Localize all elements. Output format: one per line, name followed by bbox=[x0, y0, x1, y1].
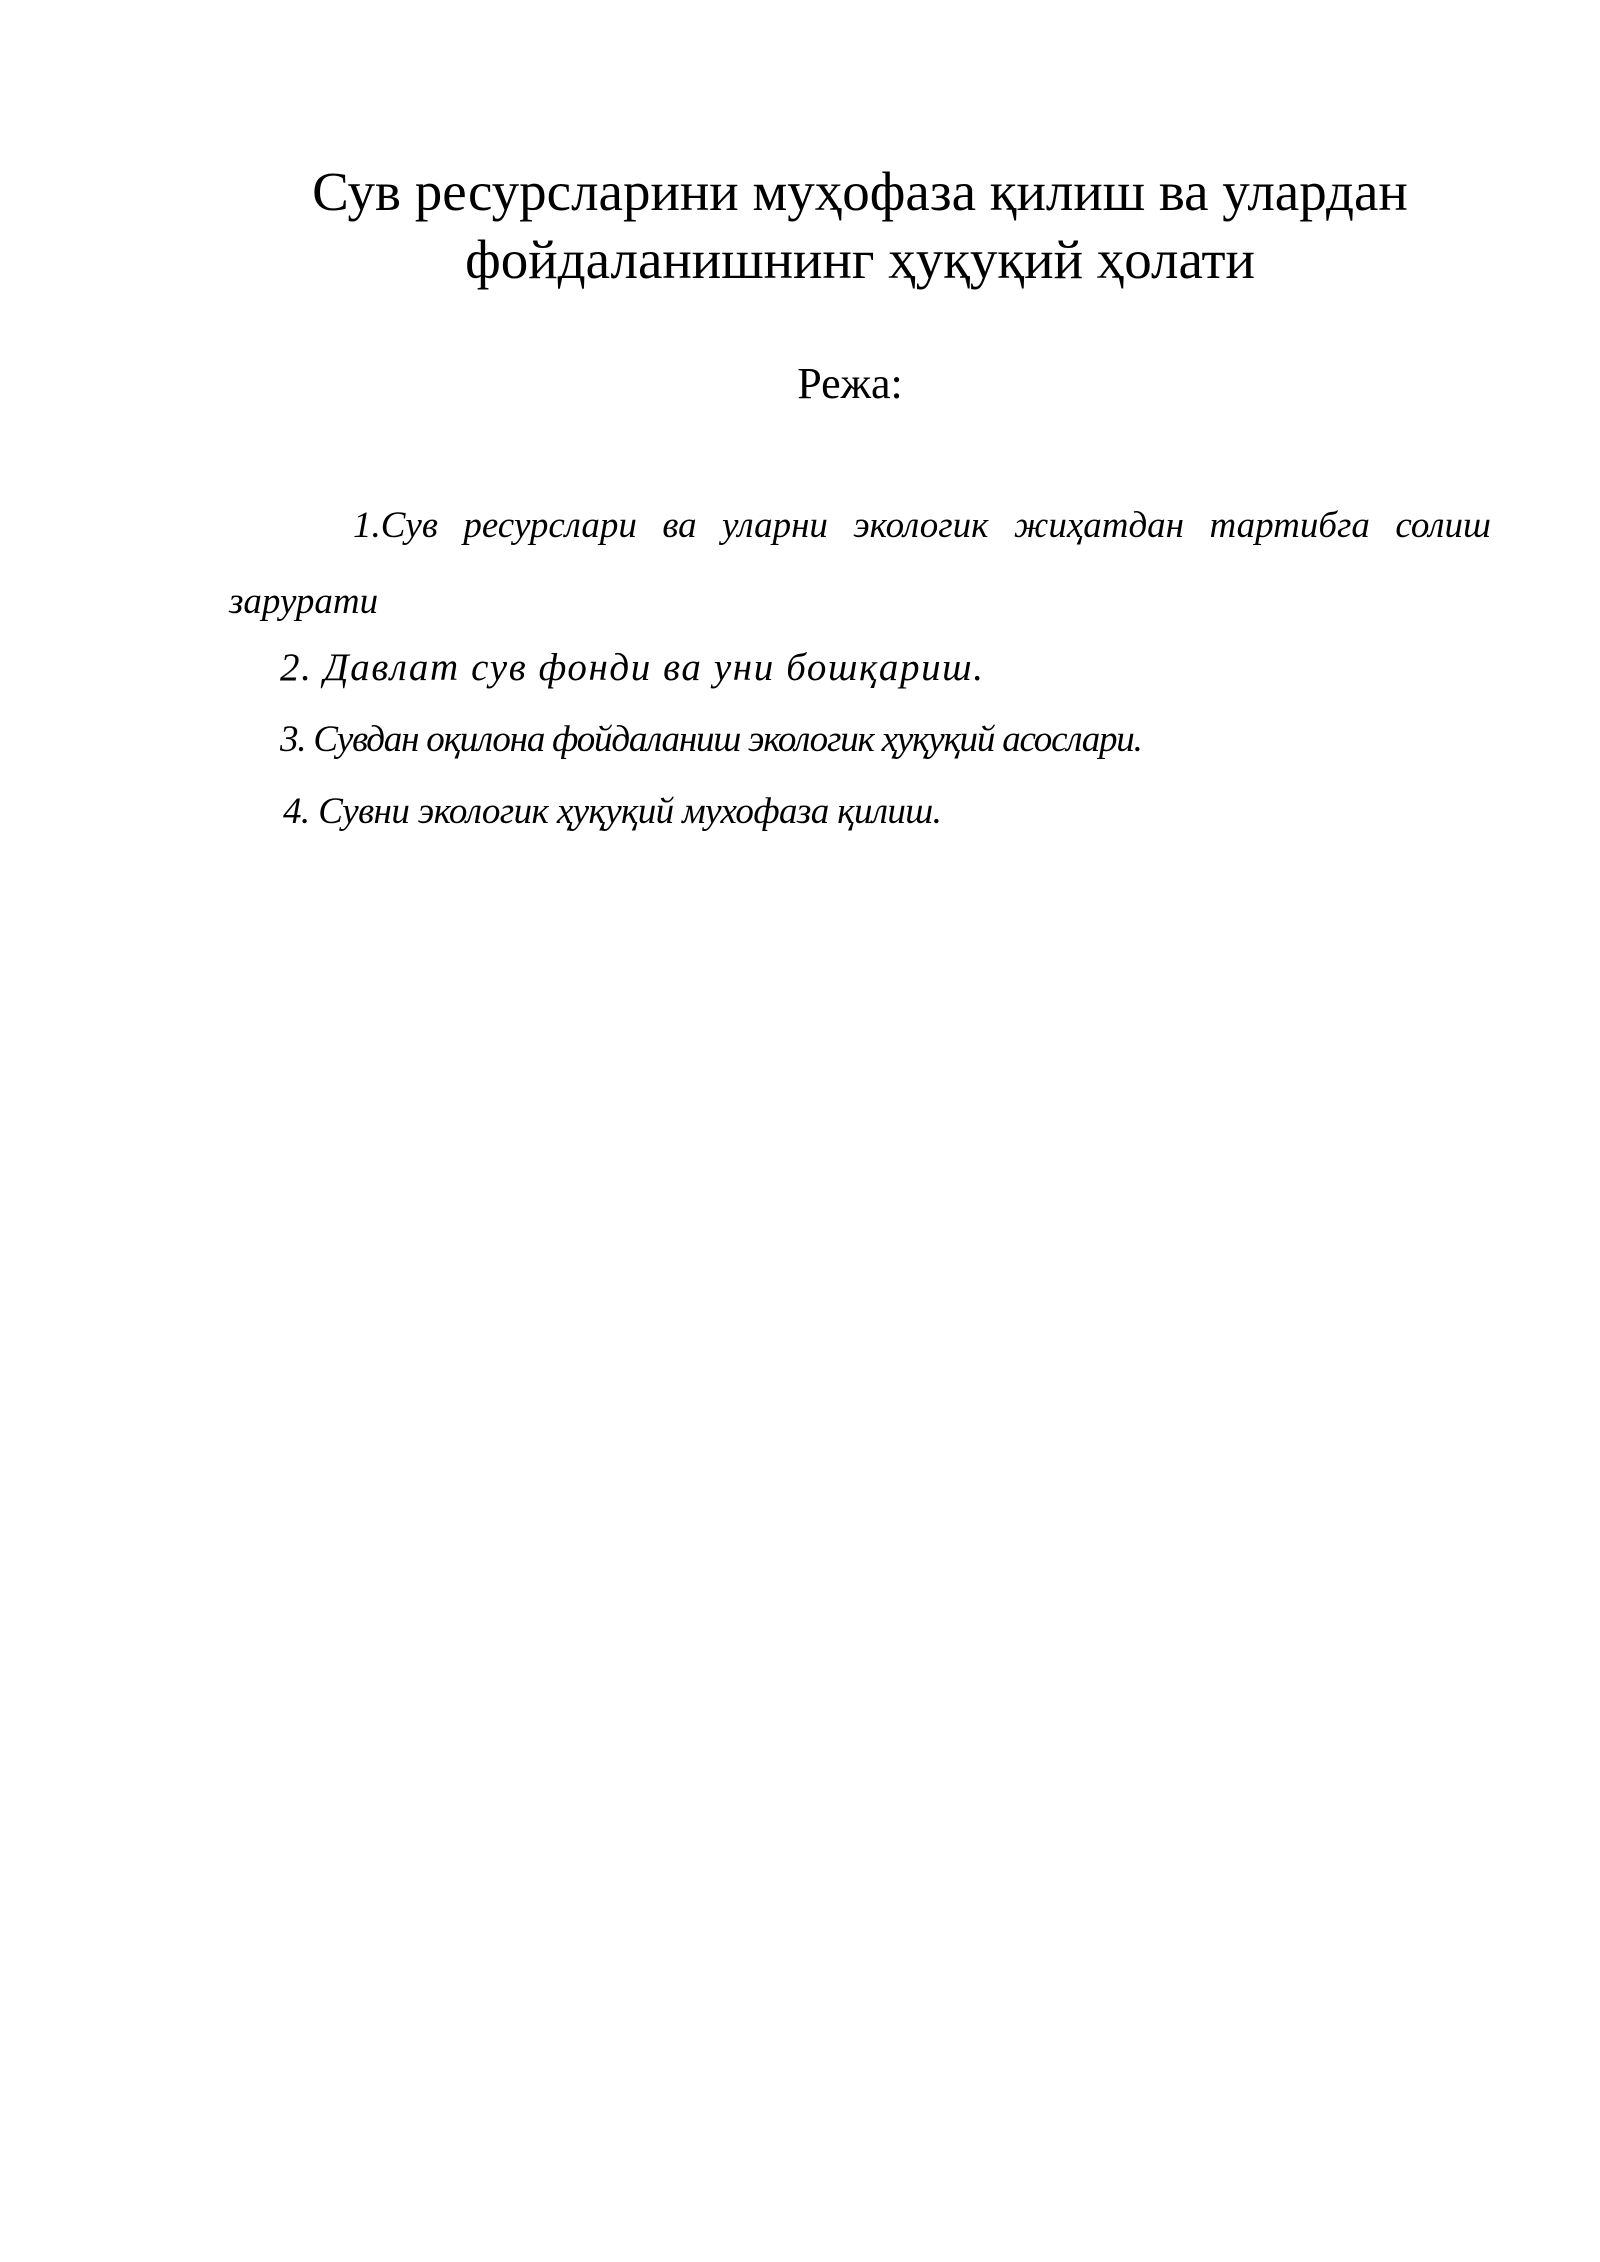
plan-item-3: 3. Сувдан оқилона фойдаланиш экологик ҳуқуқий асослари. bbox=[280, 719, 1142, 760]
plan-item-4: 4. Сувни экологик ҳуқуқий мухофаза қилиш. bbox=[283, 791, 942, 832]
title-line-2: фойдаланишнинг ҳуқуқий ҳолати bbox=[465, 229, 1255, 290]
title-line-1: Сув ресурсларини муҳофаза қилиш ва улардан bbox=[312, 161, 1408, 222]
document-title bbox=[230, 158, 1490, 294]
plan-heading: Режа: bbox=[797, 359, 903, 408]
plan-item-2: 2. Давлат сув фонди ва уни бошқариш. bbox=[280, 646, 985, 689]
plan-item-1: 1.Сув ресурслари ва уларни экологик жиҳатдан тартибга солиш зарурати bbox=[229, 505, 1491, 622]
